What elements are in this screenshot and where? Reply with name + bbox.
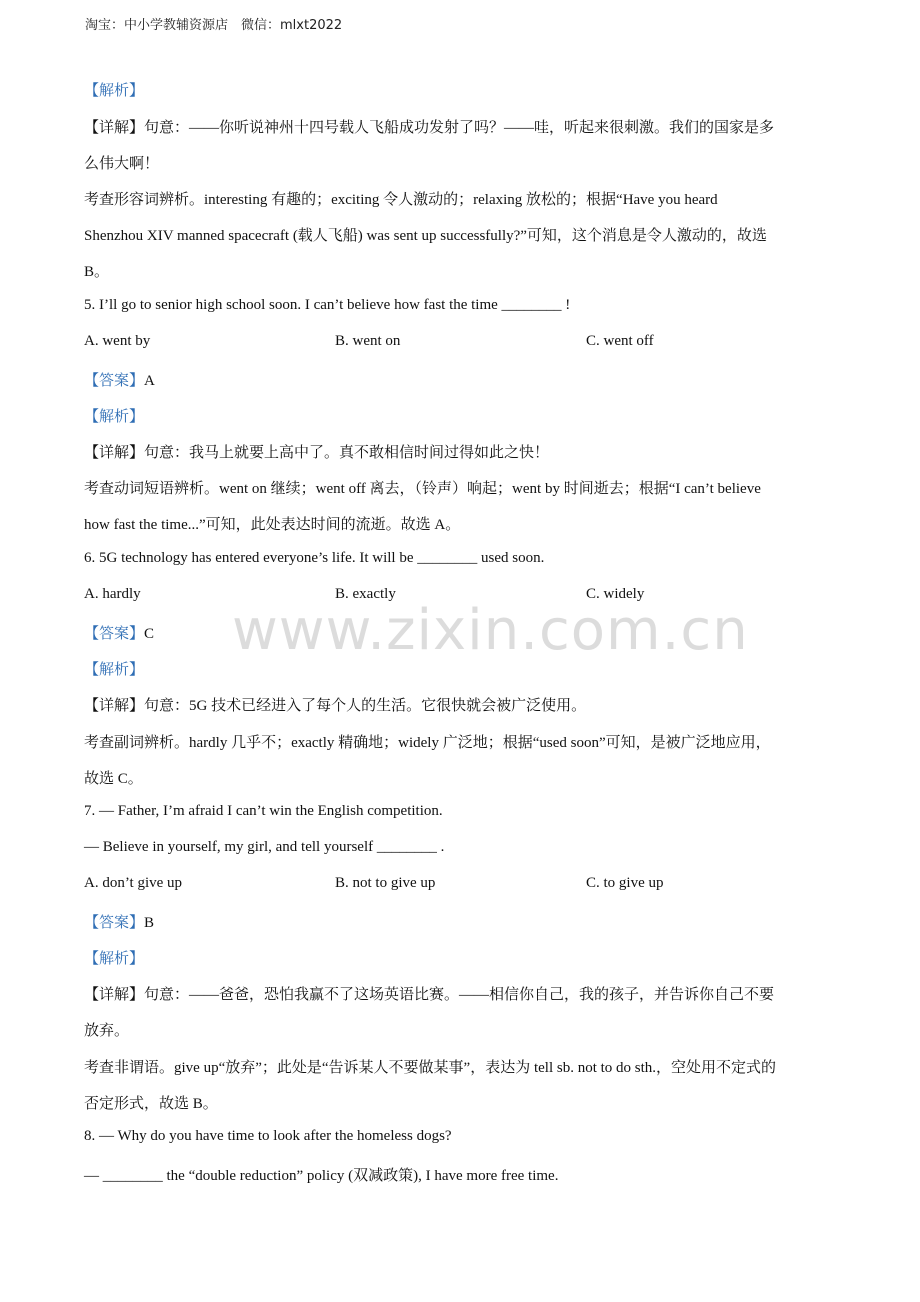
option-a: A. went by	[84, 333, 151, 349]
detail-label: 【详解】	[84, 987, 145, 1003]
detail-text: 句意：我马上就要上高中了。真不敢相信时间过得如此之快！	[144, 445, 550, 461]
question-6: 6. 5G technology has entered everyone’s life. It will be ________ used soon.	[84, 550, 545, 566]
detail-text: 句意：5G 技术已经进入了每个人的生活。它很快就会被广泛使用。	[144, 698, 587, 714]
explanation-line: how fast the time...”可知，此处表达时间的流逝。故选 A。	[84, 517, 461, 533]
analysis-label: 【解析】	[84, 83, 145, 99]
explanation-line: 故选 C。	[84, 771, 143, 787]
analysis-tag	[84, 405, 144, 426]
explanation-line: 考查形容词辨析。interesting 有趣的；exciting 令人激动的；relaxing 放松的；根据“Have you heard	[84, 192, 718, 208]
page-header: 淘宝：中小学教辅资源店 微信：mlxt2022	[85, 18, 343, 33]
option-a: A. don’t give up	[84, 875, 183, 891]
detail-text: 句意：——你听说神州十四号载人飞船成功发射了吗？——哇，听起来很刺激。我们的国家是多	[144, 120, 775, 136]
analysis-label: 【解析】	[84, 662, 145, 678]
answer-label: 【答案】	[84, 373, 145, 389]
answer-value: C	[144, 626, 155, 642]
question-7-reply: — Believe in yourself, my girl, and tell yourself ________ .	[84, 839, 445, 855]
detail-line	[84, 441, 549, 462]
answer-line	[84, 911, 154, 932]
option-b: B. went on	[335, 333, 401, 349]
detail-label: 【详解】	[84, 445, 145, 461]
explanation-line: 否定形式，故选 B。	[84, 1096, 218, 1112]
detail-label: 【详解】	[84, 698, 145, 714]
watermark: www.zixin.com.cn	[232, 598, 749, 663]
question-7: 7. — Father, I’m afraid I can’t win the English competition.	[84, 803, 443, 819]
analysis-tag	[84, 947, 144, 968]
detail-continued: 么伟大啊！	[84, 156, 160, 172]
explanation-line: Shenzhou XIV manned spacecraft (载人飞船) was sent up successfully?”可知，这个消息是令人激动的，故选	[84, 228, 767, 244]
answer-line	[84, 622, 154, 643]
explanation-line: B。	[84, 264, 110, 280]
option-b: B. exactly	[335, 586, 396, 602]
explanation-line: 考查动词短语辨析。went on 继续；went off 离去，（铃声）响起；went by 时间逝去；根据“I can’t believe	[84, 481, 761, 497]
analysis-label: 【解析】	[84, 409, 145, 425]
detail-text: 句意：——爸爸，恐怕我赢不了这场英语比赛。——相信你自己，我的孩子，并告诉你自己不要	[144, 987, 775, 1003]
answer-value: A	[144, 373, 155, 389]
question-8-reply: — ________ the “double reduction” policy (双减政策), I have more free time.	[84, 1168, 559, 1184]
option-b: B. not to give up	[335, 875, 436, 891]
detail-label: 【详解】	[84, 120, 145, 136]
question-5: 5. I’ll go to senior high school soon. I can’t believe how fast the time ________ !	[84, 297, 571, 313]
option-c: C. to give up	[586, 875, 664, 891]
analysis-label: 【解析】	[84, 951, 145, 967]
explanation-line: 考查副词辨析。hardly 几乎不；exactly 精确地；widely 广泛地；根据“used soon”可知，是被广泛地应用，	[84, 735, 771, 751]
option-c: C. widely	[586, 586, 645, 602]
option-a: A. hardly	[84, 586, 141, 602]
answer-label: 【答案】	[84, 915, 145, 931]
detail-line	[84, 116, 774, 137]
answer-line	[84, 369, 155, 390]
answer-label: 【答案】	[84, 626, 145, 642]
question-8: 8. — Why do you have time to look after the homeless dogs?	[84, 1128, 452, 1144]
option-c: C. went off	[586, 333, 654, 349]
detail-line	[84, 694, 586, 715]
detail-line	[84, 983, 774, 1004]
explanation-line: 考查非谓语。give up“放弃”；此处是“告诉某人不要做某事”，表达为 tell sb. not to do sth.，空处用不定式的	[84, 1060, 777, 1076]
detail-continued: 放弃。	[84, 1023, 130, 1039]
answer-value: B	[144, 915, 155, 931]
analysis-tag	[84, 658, 144, 679]
analysis-tag	[84, 79, 144, 100]
